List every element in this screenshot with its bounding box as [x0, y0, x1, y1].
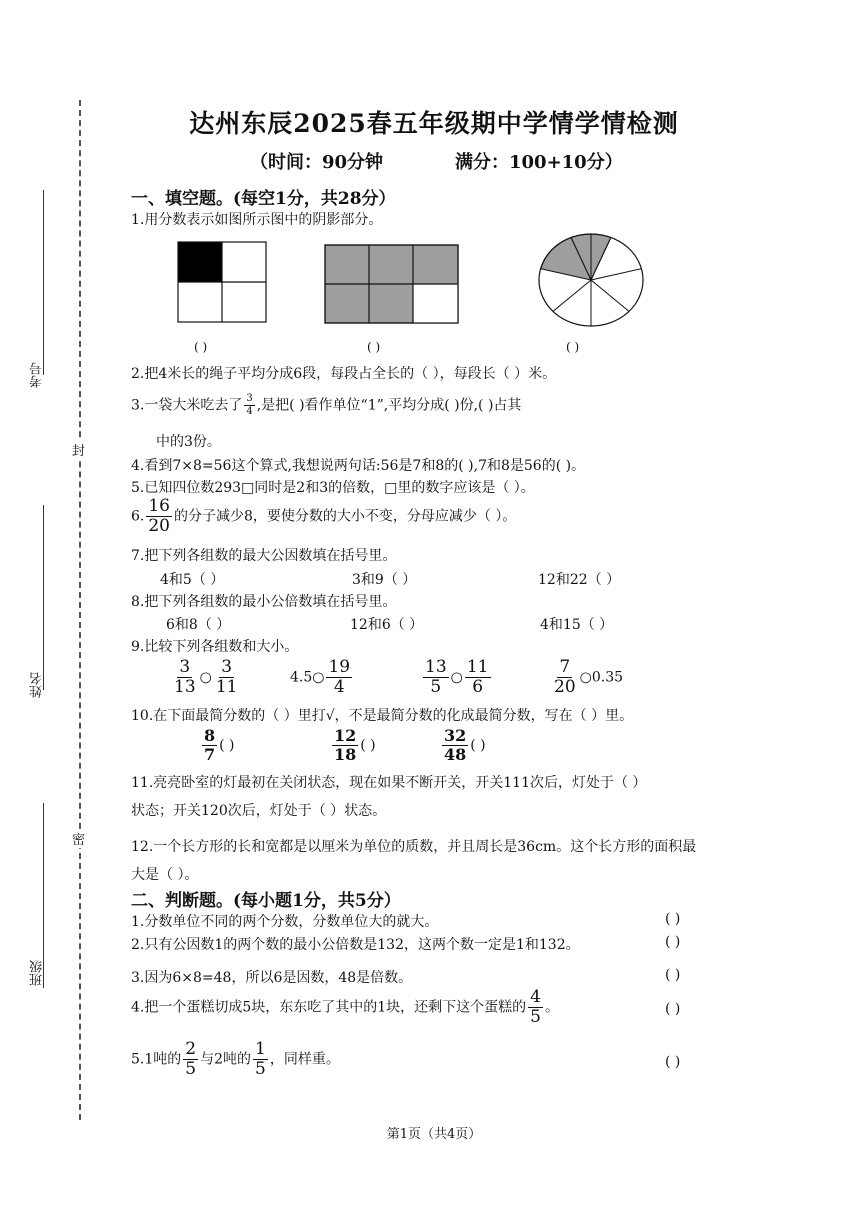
- question-1: 1.用分数表示如图所示图中的阴影部分。: [131, 212, 383, 228]
- section1-heading: 一、填空题。(每空1分，共28分）: [131, 189, 396, 209]
- judge-item-1: 1.分数单位不同的两个分数，分数单位大的就大。: [131, 914, 439, 930]
- seal-char-feng: 封: [72, 440, 85, 459]
- name-label: 姓名: [30, 672, 45, 698]
- question-3: 3.一袋大米吃去了 $\frac{3}{4}$ ,是把( )看作单位“1”,平均分成( )份,( )占其: [131, 393, 522, 417]
- judge-item-5: 5.1吨的 $\frac{2}{5}$ 与2吨的 $\frac{1}{5}$ ，同样重。: [131, 1039, 340, 1079]
- figure-circle-eighths: [536, 232, 646, 328]
- question-3-cont: 中的3份。: [156, 434, 221, 450]
- q8-item-3: 4和15（ ）: [540, 617, 614, 633]
- class-label: 班级: [30, 960, 45, 986]
- question-8: 8.把下列各组数的最小公倍数填在括号里。: [131, 594, 397, 610]
- judge-blank-3[interactable]: ( ): [665, 967, 681, 983]
- seal-char-mi: 密: [72, 829, 85, 848]
- name-line: [43, 505, 44, 690]
- binding-dashed-line: [79, 100, 81, 1120]
- section2-heading: 二、判断题。(每小题1分，共5分）: [131, 891, 401, 911]
- judge-item-4: 4.把一个蛋糕切成5块，东东吃了其中的1块，还剩下这个蛋糕的 $\frac{4}{5}$ 。: [131, 987, 559, 1027]
- question-6: 6. $\frac{16}{20}$ 的分子减少8，要使分数的大小不变，分母应减少（ ）。: [131, 496, 517, 536]
- page-title: 达州东辰2025春五年级期中学情学情检测: [189, 109, 679, 138]
- q6-fraction: $\frac{16}{20}$: [148, 496, 170, 536]
- question-10: 10.在下面最简分数的（ ）里打√，不是最简分数的化成最简分数，写在（ ）里。: [131, 708, 634, 724]
- q9-item-3: $\frac{13}{5}$ ○ $\frac{11}{6}$: [425, 657, 489, 697]
- unshaded-cell: [413, 284, 458, 323]
- exam-number-line: [43, 190, 44, 375]
- q9-item-1: $\frac{3}{13}$ ○ $\frac{3}{11}$: [174, 657, 238, 697]
- figure-rect-sixths: [323, 243, 460, 325]
- judge-blank-2[interactable]: ( ): [665, 934, 681, 950]
- question-11-cont: 状态；开关120次后，灯处于（ ）状态。: [131, 803, 387, 819]
- q8-item-1: 6和8（ ）: [166, 617, 231, 633]
- q10-item-1: $\frac{8}{7}$ ( ): [204, 726, 235, 764]
- q1-blank-1[interactable]: ( ): [194, 340, 208, 354]
- page-footer: 第1页（共4页）: [386, 1127, 482, 1142]
- judge-blank-5[interactable]: ( ): [665, 1054, 681, 1070]
- q1-blank-3[interactable]: ( ): [566, 340, 580, 354]
- judge-blank-4[interactable]: ( ): [665, 1001, 681, 1017]
- question-7: 7.把下列各组数的最大公因数填在括号里。: [131, 548, 397, 564]
- q10-item-2: $\frac{12}{18}$ ( ): [334, 726, 376, 764]
- figure-square-quarters: [176, 240, 268, 324]
- question-5: 5.已知四位数293□同时是2和3的倍数，□里的数字应该是（ ）。: [131, 480, 535, 496]
- q9-item-2: 4.5○ $\frac{19}{4}$: [290, 657, 351, 697]
- q8-item-2: 12和6（ ）: [350, 617, 424, 633]
- q9-item-4: $\frac{7}{20}$ ○0.35: [554, 657, 624, 697]
- q10-item-3: $\frac{32}{48}$ ( ): [444, 726, 486, 764]
- question-9: 9.比较下列各组数和大小。: [131, 639, 299, 655]
- q7-item-1: 4和5（ ）: [160, 572, 225, 588]
- question-4: 4.看到7×8=56这个算式,我想说两句话:56是7和8的( ),7和8是56的( )。: [131, 458, 586, 474]
- shaded-cell: [178, 242, 222, 282]
- exam-score: 满分：100+10分）: [455, 152, 623, 173]
- exam-number-label: 考号: [30, 362, 45, 388]
- judge-item-3: 3.因为6×8=48，所以6是因数，48是倍数。: [131, 970, 413, 986]
- judge-blank-1[interactable]: ( ): [665, 911, 681, 927]
- q1-blank-2[interactable]: ( ): [367, 340, 381, 354]
- q7-item-2: 3和9（ ）: [352, 572, 417, 588]
- question-12: 12.一个长方形的长和宽都是以厘米为单位的质数，并且周长是36cm。这个长方形的面积最: [131, 839, 697, 855]
- question-11: 11.亮亮卧室的灯最初在关闭状态，现在如果不断开关，开关111次后，灯处于（ ）: [131, 775, 647, 791]
- question-12-cont: 大是（ ）。: [131, 867, 199, 883]
- question-2: 2.把4米长的绳子平均分成6段，每段占全长的（ ），每段长（ ）米。: [131, 366, 557, 382]
- q7-item-3: 12和22（ ）: [538, 572, 621, 588]
- q3-fraction: $\frac{3}{4}$: [246, 393, 253, 417]
- exam-time: （时间：90分钟: [250, 152, 384, 173]
- judge-item-2: 2.只有公因数1的两个数的最小公倍数是132，这两个数一定是1和132。: [131, 937, 580, 953]
